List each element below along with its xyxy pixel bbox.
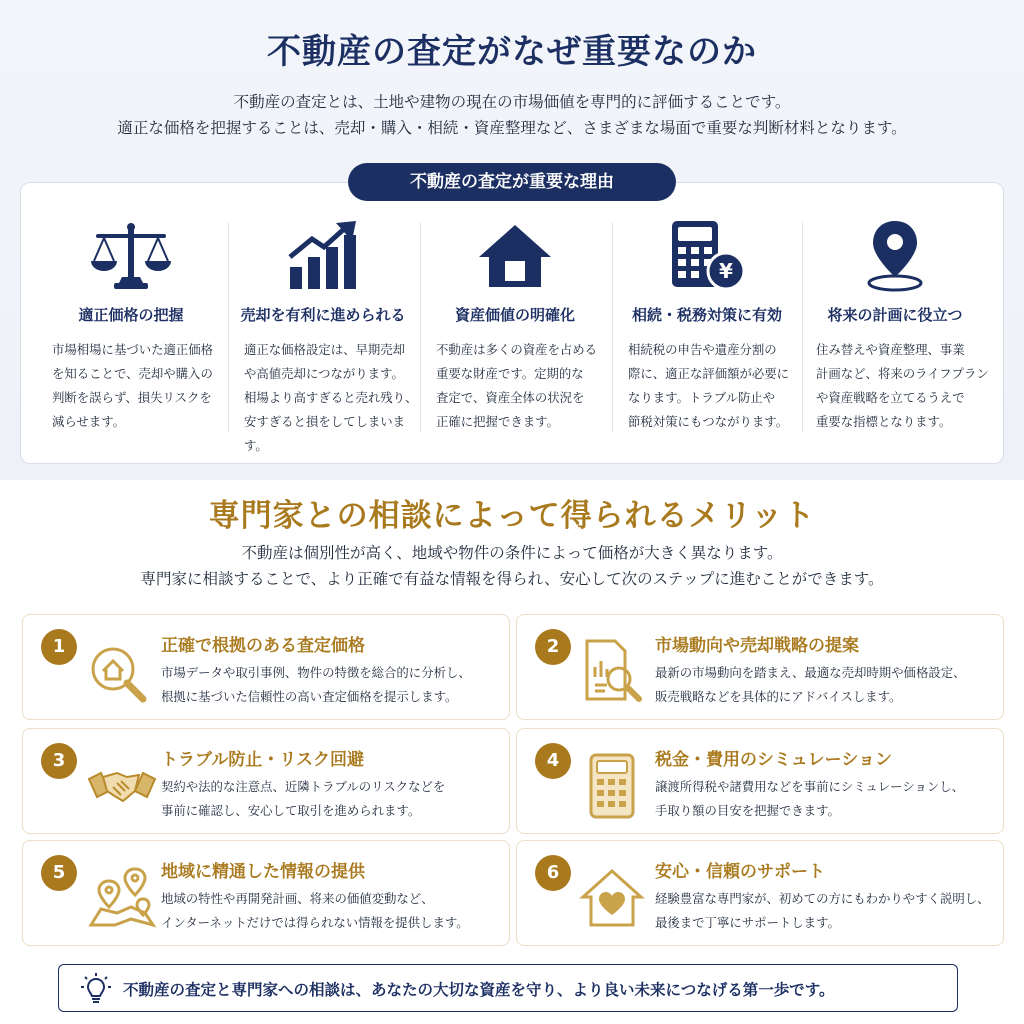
benefit-title: 安心・信頼のサポート: [655, 862, 825, 882]
calculator-icon: [577, 751, 647, 821]
benefit-card: [22, 840, 510, 946]
reason-title: 資産価値の明確化: [454, 306, 575, 324]
benefit-text: 地域の特性や再開発計画、将来の価値変動など、 インターネットだけでは得られない情報を提供します。: [161, 891, 469, 930]
map-pins-icon: [87, 863, 157, 933]
reason-text: 住み替えや資産整理、事業 計画など、将来のライフプラン や資産戦略を立てるうえで 重要な指標となります。: [816, 342, 989, 429]
footer-message: [58, 964, 958, 1012]
house-icon: [477, 221, 553, 291]
benefit-title: トラブル防止・リスク回避: [161, 750, 364, 770]
benefit-title: 税金・費用のシミュレーション: [655, 750, 892, 770]
benefit-text: 最新の市場動向を踏まえ、最適な売却時期や価格設定、 販売戦略などを具体的にアドバイスします。: [655, 665, 966, 704]
reason-title: 相続・税務対策に有効: [631, 306, 782, 324]
benefit-card: [516, 728, 1004, 834]
benefit-number: 1: [41, 629, 77, 665]
house-search-icon: [83, 637, 153, 707]
reason-title: 適正価格の把握: [78, 306, 184, 324]
reason-card: [800, 212, 990, 432]
benefit-number: 3: [41, 743, 77, 779]
benefit-number: 6: [535, 855, 571, 891]
benefit-text: 譲渡所得税や諸費用などを事前にシミュレーションし、 手取り額の目安を把握できます。: [655, 779, 965, 818]
page-title: 不動産の査定がなぜ重要なのか: [267, 32, 757, 72]
benefit-card: [22, 614, 510, 720]
benefit-text: 契約や法的な注意点、近隣トラブルのリスクなどを 事前に確認し、安心して取引を進められます。: [161, 779, 446, 818]
benefit-title: 地域に精通した情報の提供: [161, 862, 365, 882]
benefits-intro: [0, 540, 1024, 592]
benefit-card: [22, 728, 510, 834]
reason-card: [228, 212, 418, 453]
lightbulb-icon: [81, 973, 111, 1005]
calculator-yen-icon: [666, 219, 748, 293]
handshake-icon: [87, 751, 157, 821]
benefit-card: [516, 840, 1004, 946]
reason-text: 適正な価格設定は、早期売却 や高値売却につながります。 相場より高すぎると売れ残り、 安すぎると損をしてしまいます。: [244, 342, 418, 453]
footer-text: 不動産の査定と専門家への相談は、あなたの大切な資産を守り、より良い未来につなげる第一歩です。: [123, 981, 835, 999]
growth-chart-icon: [286, 221, 360, 291]
benefit-title: 市場動向や売却戦略の提案: [655, 636, 859, 656]
scale-icon: [88, 221, 174, 291]
reason-text: 相続税の申告や遺産分割の 際に、適正な評価額が必要に なります。トラブル防止や 節税対策にもつながります。: [628, 342, 790, 429]
report-search-icon: [577, 637, 647, 707]
intro-line-2: 適正な価格を把握することは、売却・購入・相続・資産整理など、さまざまな場面で重要な判断材料となります。: [117, 119, 907, 137]
benefit-text: 経験豊富な専門家が、初めての方にもわかりやすく説明し、 最後まで丁寧にサポートします。: [655, 891, 990, 930]
intro-text: [0, 89, 1024, 141]
benefit-card: [516, 614, 1004, 720]
reasons-heading: 不動産の査定が重要な理由: [348, 163, 676, 201]
reason-card: [420, 212, 610, 432]
benefit-text: 市場データや取引事例、物件の特徴を総合的に分析し、 根拠に基づいた信頼性の高い査定価格を提示します。: [161, 665, 471, 704]
benefits-intro-line-1: 不動産は個別性が高く、地域や物件の条件によって価格が大きく異なります。: [241, 544, 783, 562]
location-pin-icon: [865, 219, 925, 293]
reason-text: 市場相場に基づいた適正価格 を知ることで、売却や購入の 判断を誤らず、損失リスクを 減らせます。: [52, 342, 214, 429]
benefits-title: 専門家との相談によって得られるメリット: [208, 498, 816, 534]
benefits-intro-line-2: 専門家に相談することで、より正確で有益な情報を得られ、安心して次のステップに進むことができます。: [140, 570, 884, 588]
svg-text:¥: ¥: [719, 259, 733, 283]
intro-line-1: 不動産の査定とは、土地や建物の現在の市場価値を専門的に評価することです。: [233, 93, 791, 111]
heart-house-icon: [577, 863, 647, 933]
reason-title: 将来の計画に役立つ: [827, 306, 963, 324]
benefit-number: 5: [41, 855, 77, 891]
benefit-title: 正確で根拠のある査定価格: [161, 636, 365, 656]
reason-card: [612, 212, 802, 432]
reason-card: [36, 212, 226, 432]
reason-text: 不動産は多くの資産を占める 重要な財産です。定期的な 査定で、資産全体の状況を 正確に把握できます。: [436, 342, 598, 429]
benefit-number: 2: [535, 629, 571, 665]
reason-title: 売却を有利に進められる: [240, 306, 406, 324]
benefit-number: 4: [535, 743, 571, 779]
